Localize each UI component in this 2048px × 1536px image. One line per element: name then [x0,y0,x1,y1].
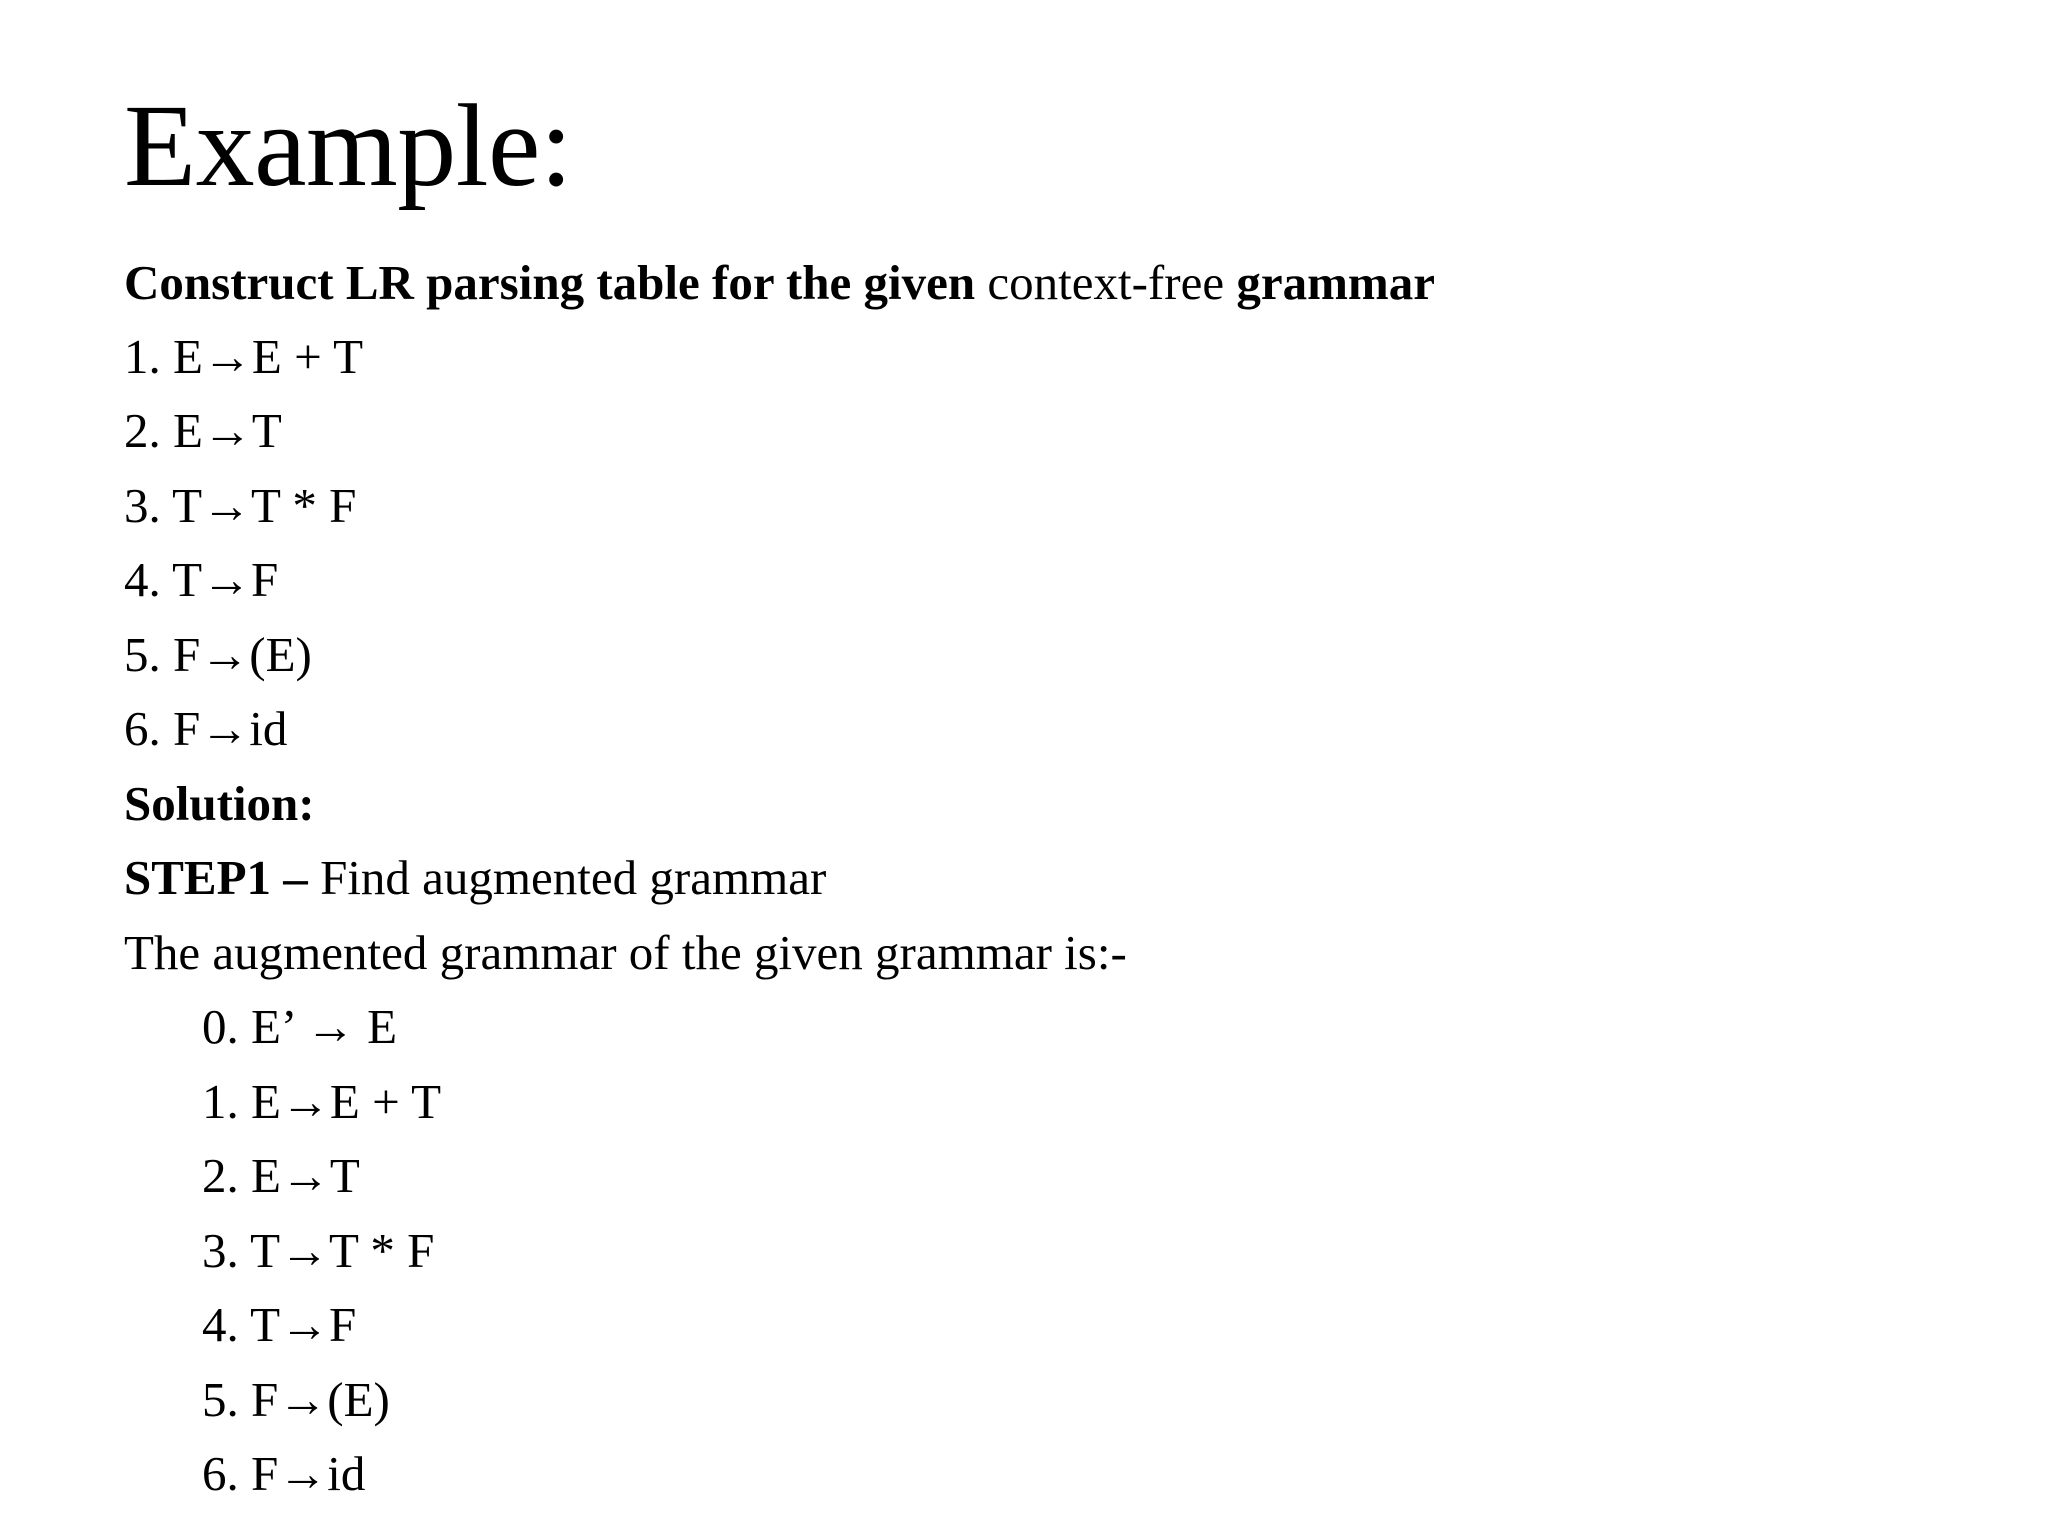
augmented-rule-2: 2. E→T [202,1148,360,1203]
slide-title: Example: [124,80,573,211]
grammar-rule-2: 2. E→T [124,403,282,458]
grammar-rule-5: 5. F→(E) [124,627,312,682]
augmented-rule-0: 0. E’ → E [202,999,398,1054]
grammar-rule-4: 4. T→F [124,552,279,607]
grammar-rule-3: 3. T→T * F [124,478,357,533]
step1-line [124,849,826,908]
question-line [124,254,1435,313]
grammar-rule-6: 6. F→id [124,701,288,756]
question-bold-part-2: grammar [1236,255,1435,310]
step1-label: STEP1 – [124,850,308,905]
question-bold-part-1: Construct LR parsing table for the given [124,255,976,310]
augmented-rule-6: 6. F→id [202,1446,366,1501]
augmented-rule-3: 3. T→T * F [202,1223,435,1278]
augmented-intro: The augmented grammar of the given grammar is:- [124,925,1127,980]
augmented-rule-5: 5. F→(E) [202,1372,390,1427]
augmented-rule-4: 4. T→F [202,1297,357,1352]
solution-label: Solution: [124,776,315,831]
grammar-rule-1: 1. E→E + T [124,329,364,384]
question-normal-part: context-free [975,255,1237,310]
augmented-rule-1: 1. E→E + T [202,1074,442,1129]
step1-text: Find augmented grammar [307,850,827,905]
